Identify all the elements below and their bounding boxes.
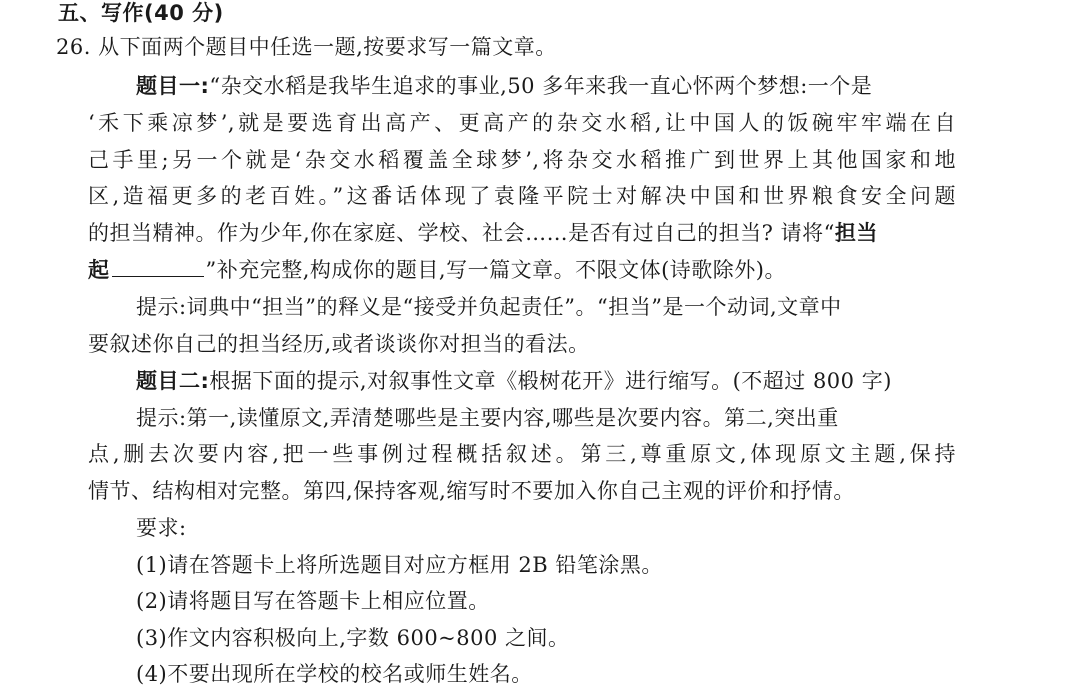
topic2-hint-2: 点,删去次要内容,把一些事例过程概括叙述。第三,尊重原文,体现原文主题,保持 xyxy=(88,442,956,466)
topic1-text-3: 己手里;另一个就是‘杂交水稻覆盖全球梦’,将杂交水稻推广到世界上其他国家和地 xyxy=(88,148,956,172)
topic1-text-2: ‘禾下乘凉梦’,就是要选育出高产、更高产的杂交水稻,让中国人的饭碗牢牢端在自 xyxy=(88,111,956,135)
topic1-text-5 xyxy=(88,216,878,250)
requirement-item: (1)请在答题卡上将所选题目对应方框用 2B 铅笔涂黑。 xyxy=(136,553,663,577)
topic1-bold-danDang: 担当 xyxy=(834,221,878,245)
question-line xyxy=(56,30,557,64)
topic1-text-6 xyxy=(88,253,786,287)
topic1-text-1: “杂交水稻是我毕生追求的事业,50 多年来我一直心怀两个梦想:一个是 xyxy=(209,74,873,98)
topic1-line1 xyxy=(136,69,872,103)
fill-in-blank xyxy=(112,254,204,277)
section-heading: 五、写作(40 分) xyxy=(58,1,224,25)
question-number: 26. xyxy=(56,35,91,59)
topic1-text-4: 区,造福更多的老百姓。”这番话体现了袁隆平院士对解决中国和世界粮食安全问题 xyxy=(88,184,956,208)
question-instruction: 从下面两个题目中任选一题,按要求写一篇文章。 xyxy=(98,35,557,59)
topic2-hint-3: 情节、结构相对完整。第四,保持客观,缩写时不要加入你自己主观的评价和抒情。 xyxy=(88,479,855,503)
topic1-text-5a: 的担当精神。作为少年,你在家庭、学校、社会……是否有过自己的担当? 请将“ xyxy=(88,221,835,245)
topic1-text-6b: ”补充完整,构成你的题目,写一篇文章。不限文体(诗歌除外)。 xyxy=(205,258,786,282)
topic1-hint-1: 提示:词典中“担当”的释义是“接受并负起责任”。“担当”是一个动词,文章中 xyxy=(136,295,842,319)
requirement-item: (3)作文内容积极向上,字数 600~800 之间。 xyxy=(136,626,570,650)
topic2-text-1: 根据下面的提示,对叙事性文章《椴树花开》进行缩写。(不超过 800 字) xyxy=(209,369,892,393)
topic2-line1 xyxy=(136,364,892,398)
requirements-heading: 要求: xyxy=(136,516,187,540)
requirement-item: (2)请将题目写在答题卡上相应位置。 xyxy=(136,589,490,613)
topic1-label: 题目一: xyxy=(136,74,210,98)
topic2-hint-1: 提示:第一,读懂原文,弄清楚哪些是主要内容,哪些是次要内容。第二,突出重 xyxy=(136,406,839,430)
topic2-label: 题目二: xyxy=(136,369,210,393)
requirement-item: (4)不要出现所在学校的校名或师生姓名。 xyxy=(136,662,533,686)
topic1-bold-qi: 起 xyxy=(88,258,110,282)
topic1-hint-2: 要叙述你自己的担当经历,或者谈谈你对担当的看法。 xyxy=(88,332,590,356)
